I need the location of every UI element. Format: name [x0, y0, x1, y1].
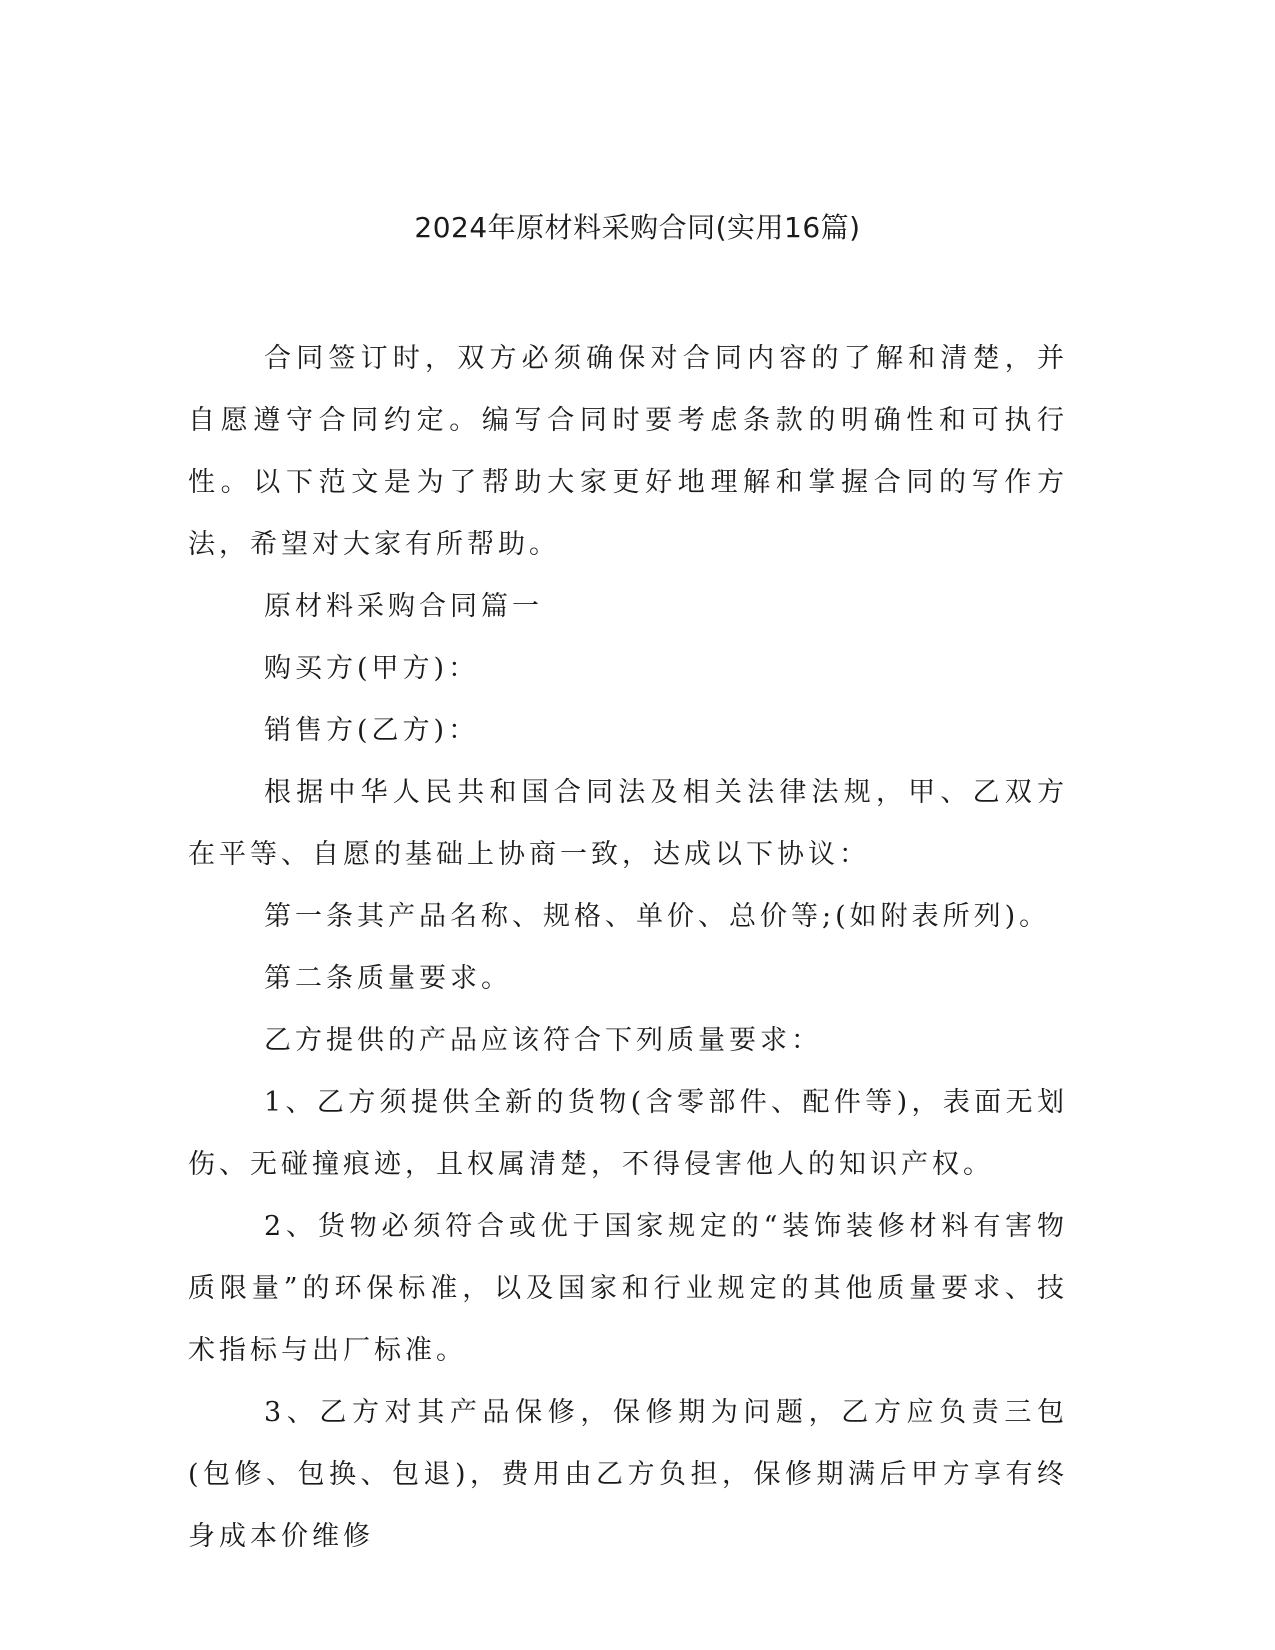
- buyer-line: 购买方(甲方)：: [264, 653, 480, 684]
- seller-line: 销售方(乙方)：: [264, 715, 480, 746]
- document-title: 2024年原材料采购合同(实用16篇): [414, 211, 861, 244]
- quality-item-3: 3、乙方对其产品保修，保修期为问题，乙方应负责三包(包修、包换、包退)，费用由乙方负担，保修期满后甲方享有终身成本价维修: [188, 1397, 1068, 1552]
- article-one: 第一条其产品名称、规格、单价、总价等;(如附表所列)。: [264, 901, 1051, 932]
- intro-paragraph: 合同签订时，双方必须确保对合同内容的了解和清楚，并自愿遵守合同约定。编写合同时要考虑条款的明确性和可执行性。以下范文是为了帮助大家更好地理解和掌握合同的写作方法，希望对大家有所帮助。: [188, 343, 1068, 560]
- quality-item-2: 2、货物必须符合或优于国家规定的“装饰装修材料有害物质限量”的环保标准，以及国家和行业规定的其他质量要求、技术指标与出厂标准。: [188, 1211, 1068, 1366]
- quality-item-1: 1、乙方须提供全新的货物(含零部件、配件等)，表面无划伤、无碰撞痕迹，且权属清楚，不得侵害他人的知识产权。: [188, 1087, 1068, 1180]
- document-body: [188, 328, 1068, 1568]
- section-heading: 原材料采购合同篇一: [264, 591, 543, 622]
- agreement-basis-paragraph: 根据中华人民共和国合同法及相关法律法规，甲、乙双方在平等、自愿的基础上协商一致，达成以下协议：: [188, 777, 1068, 870]
- quality-intro: 乙方提供的产品应该符合下列质量要求：: [264, 1025, 822, 1056]
- article-two: 第二条质量要求。: [264, 963, 512, 994]
